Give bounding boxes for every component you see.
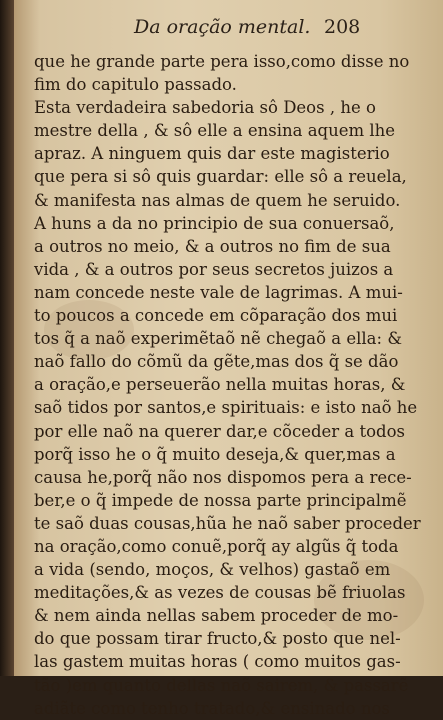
text-line: tão )em quanto dellas naõ sairem, & passarẽ bbox=[34, 675, 409, 695]
text-line: nam concede neste vale de lagrimas. A mui- bbox=[34, 282, 403, 302]
text-line: Esta verdadeira sabedoria sô Deos , he o bbox=[34, 98, 376, 118]
text-line: vida , & a outros por seus secretos juizos a bbox=[34, 259, 394, 279]
text-line: a vida (sendo, moços, & velhos) gastaõ em bbox=[34, 560, 391, 580]
book-page bbox=[14, 0, 443, 718]
text-line: adiãte como tenho tratado,& ensinado nos bbox=[34, 698, 390, 718]
text-line: que he grande parte pera isso,como disse no bbox=[34, 52, 410, 71]
page-number: 208 bbox=[324, 16, 361, 38]
text-line: causa he,porq̃ não nos dispomos pera a rece- bbox=[34, 467, 412, 487]
body-text bbox=[34, 50, 434, 720]
text-line: fim do capitulo passado. bbox=[34, 75, 237, 95]
text-line: te saõ duas cousas,hũa he naõ saber proceder bbox=[34, 513, 421, 533]
text-line: naõ fallo do cõmũ da gẽte,mas dos q̃ se dão bbox=[34, 352, 399, 372]
text-line: a oração,e perseuerão nella muitas horas, & bbox=[34, 375, 406, 395]
text-line: tos q̃ a naõ experimẽtaõ nẽ chegaõ a ella: & bbox=[34, 329, 403, 349]
text-line: saõ tidos por santos,e spirituais: e isto naõ he bbox=[34, 398, 418, 418]
text-line: apraz. A ninguem quis dar este magisterio bbox=[34, 144, 390, 164]
text-line: por elle naõ na querer dar,e cõceder a todos bbox=[34, 421, 406, 441]
running-title: Da oração mental. bbox=[134, 16, 311, 38]
page-header bbox=[14, 8, 443, 38]
text-line: to poucos a concede em cõparação dos mui bbox=[34, 306, 398, 326]
text-line: porq̃ isso he o q̃ muito deseja,& quer,mas a bbox=[34, 444, 396, 464]
text-line: & manifesta nas almas de quem he seruido. bbox=[34, 190, 401, 210]
text-line: na oração,como conuẽ,porq̃ ay algũs q̃ toda bbox=[34, 536, 399, 556]
text-line: do que possam tirar fructo,& posto que nel- bbox=[34, 629, 401, 649]
text-line: a outros no meio, & a outros no fim de sua bbox=[34, 236, 391, 256]
text-line: que pera si sô quis guardar: elle sô a reuela, bbox=[34, 167, 407, 187]
text-line: A huns a da no principio de sua conuersaõ, bbox=[34, 213, 395, 233]
text-line: & nem ainda nellas sabem proceder de mo- bbox=[34, 606, 399, 626]
text-line: meditações,& as vezes de cousas bẽ friuolas bbox=[34, 583, 406, 603]
book-gutter bbox=[0, 0, 14, 676]
text-line: mestre della , & sô elle a ensina aquem lhe bbox=[34, 121, 396, 141]
text-line: ber,e o q̃ impede de nossa parte principalmẽ bbox=[34, 490, 407, 510]
text-line: las gastem muitas horas ( como muitos gas- bbox=[34, 652, 401, 672]
